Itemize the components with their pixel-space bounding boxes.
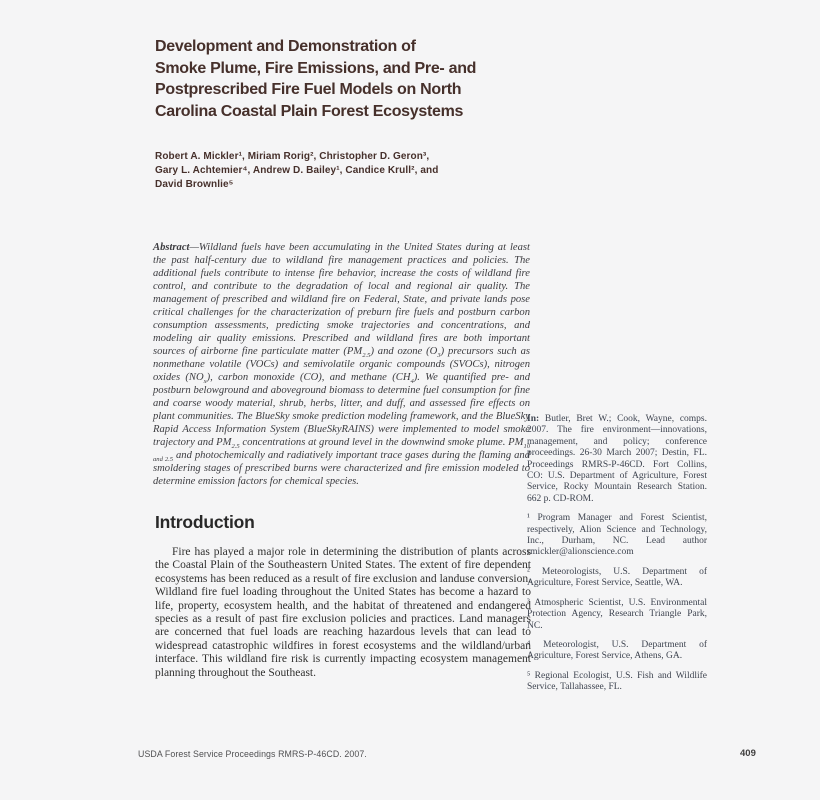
footer-proceedings-text: USDA Forest Service Proceedings RMRS-P-46CD. 2007.: [138, 749, 367, 759]
citation-note: In: Butler, Bret W.; Cook, Wayne, comps. 2007. The fire environment—innovations, management, and policy; conference proceedings. 26-30 March 2007; Destin, FL. Proceedings RMRS-P-46CD. Fort Collins, CO: U.S. Department of Agriculture, Forest Service, Rocky Mountain Research Station. 662 p. CD-ROM.: [527, 414, 707, 504]
title-line: Smoke Plume, Fire Emissions, and Pre- and: [155, 59, 477, 77]
paper-title: [155, 36, 535, 122]
title-line: Carolina Coastal Plain Forest Ecosystems: [155, 102, 464, 120]
footnote-4: ⁴ Meteorologist, U.S. Department of Agriculture, Forest Service, Athens, GA.: [527, 639, 707, 662]
author-line: David Brownlie⁵: [155, 178, 234, 190]
footnote-5: ⁵ Regional Ecologist, U.S. Fish and Wildlife Service, Tallahassee, FL.: [527, 670, 707, 693]
author-line: Gary L. Achtemier⁴, Andrew D. Bailey¹, Candice Krull², and: [155, 164, 439, 176]
section-heading-introduction: Introduction: [155, 512, 255, 532]
citation-sidebar: [527, 414, 707, 702]
title-line: Postprescribed Fire Fuel Models on North: [155, 81, 462, 98]
author-line: Robert A. Mickler¹, Miriam Rorig², Christopher D. Geron³,: [155, 151, 430, 162]
footnote-2: ² Meteorologists, U.S. Department of Agriculture, Forest Service, Seattle, WA.: [527, 566, 707, 589]
page-number: 409: [740, 748, 756, 759]
title-line: Development and Demonstration of: [155, 38, 416, 55]
footnote-1: ¹ Program Manager and Forest Scientist, respectively, Alion Science and Technology, Inc., Durham, NC. Lead author rmickler@alionscience.com: [527, 513, 707, 558]
abstract-paragraph: Abstract—Wildland fuels have been accumulating in the United States during at least the past half-century due to wildland fire management practices and policies. The additional fuels contribute to intense fire behavior, increase the costs of wildland fire control, and contribute to the degradation of local and regional air quality. The management of prescribed and wildland fire on Federal, State, and private lands pose critical challenges for the characterization of preburn fire fuels and postburn carbon consumption assessments, predicting smoke trajectories and concentrations, and modeling air quality emissions. Prescribed and wildland fires are both important sources of airborne fine particulate matter $(PM_{2.5})$ and ozone $(O_3)$ precursors such as nonmethane volatile (VOCs) and semivolatile organic compounds (SVOCs), nitrogen oxides $(NO_x)$, carbon monoxide (CO), and methane $(CH_4)$. We quantified pre- and postburn belowground and aboveground biomass to determine fuel consumption for fine and coarse woody material, shrub, herbs, litter, and duff, and assessed fire effects on plant communities. The BlueSky smoke prediction modeling framework, and the BlueSky Rapid Access Information System (BlueSkyRAINS) were implemented to model smoke trajectory and $PM_{2.5}$ concentrations at ground level in the downwind smoke plume. $PM_{10 and 2.5}$ and photochemically and radiatively important trace gases during the flaming and smoldering stages of prescribed burns were characterized and fire emission modeled to determine emission factors for chemical species.: [153, 242, 530, 487]
author-list: [155, 150, 515, 191]
introduction-paragraph: Fire has played a major role in determining the distribution of plants across the Coastal Plain of the Southeastern United States. The extent of fire dependent ecosystems has been reduced as a result of fire exclusion and landuse conversion. Wildland fire fuel loading throughout the United States has become a hazard to life, property, ecosystem health, and the habitat of threatened and endangered species as a result of past fire exclusion policies and practices. Land managers are concerned that fuel loads are reaching hazardous levels that can lead to widespread catastrophic wildfires in forest ecosystems and the wildland/urban interface. This wildland fire risk is currently impacting ecosystem management planning throughout the Southeast.: [155, 546, 531, 679]
footnote-3: ³ Atmospheric Scientist, U.S. Environmental Protection Agency, Research Triangle Park, NC.: [527, 597, 707, 631]
